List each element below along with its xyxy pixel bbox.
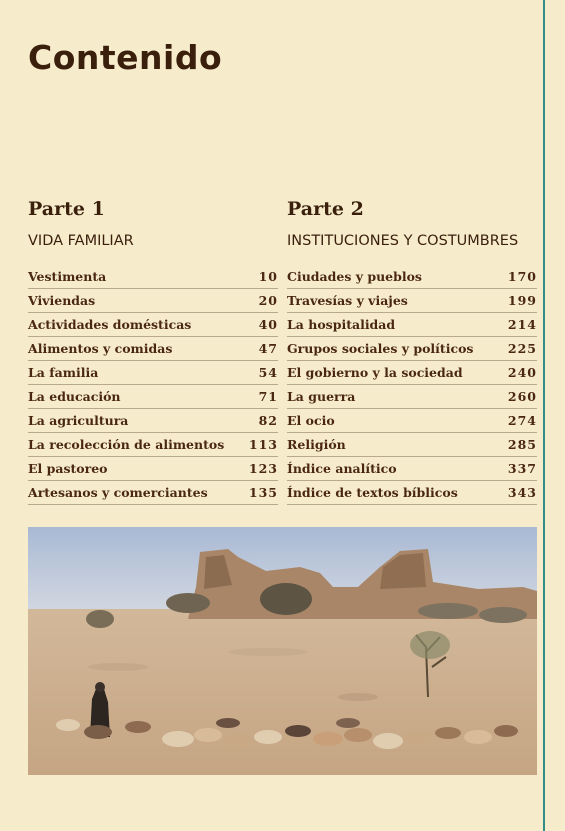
toc-entry-label: La guerra (287, 389, 356, 404)
part-1 (28, 195, 278, 500)
toc-entry-label: Travesías y viajes (287, 293, 408, 308)
toc-entry-page: 199 (507, 293, 537, 308)
toc-entry-page: 285 (507, 437, 537, 452)
toc-entry-page: 214 (507, 317, 537, 332)
toc-entry (28, 361, 278, 385)
toc-entry-label: Actividades domésticas (28, 317, 192, 332)
toc-entry-page: 54 (258, 365, 278, 380)
toc-entry (287, 361, 537, 385)
toc-entry-label: El ocio (287, 413, 335, 428)
toc-entry-label: Índice analítico (287, 461, 397, 476)
toc-entry-label: La hospitalidad (287, 317, 396, 332)
toc-entry-page: 343 (507, 485, 537, 500)
toc-entry-page: 40 (258, 317, 278, 332)
toc-entry (287, 337, 537, 361)
toc-entry-page: 123 (248, 461, 278, 476)
part-2 (287, 195, 537, 500)
toc-entry (287, 289, 537, 313)
toc-entry-label: Artesanos y comerciantes (28, 485, 208, 500)
part-2-subtitle: INSTITUCIONES Y COSTUMBRES (287, 233, 519, 249)
toc-entry-page: 82 (258, 413, 278, 428)
toc-entry (28, 433, 278, 457)
toc-entry (287, 409, 537, 433)
toc-entry-page: 20 (258, 293, 278, 308)
toc-entry-label: Alimentos y comidas (28, 341, 173, 356)
toc-entry-page: 240 (507, 365, 537, 380)
part-1-title: Parte 1 (28, 198, 105, 220)
toc-entry-label: La educación (28, 389, 121, 404)
toc-entry (28, 265, 278, 289)
toc-entry-page: 274 (507, 413, 537, 428)
toc-entry-label: El gobierno y la sociedad (287, 365, 463, 380)
toc-entry-label: La agricultura (28, 413, 129, 428)
part-2-toc (287, 265, 537, 505)
toc-entry-label: El pastoreo (28, 461, 108, 476)
part-1-subtitle: VIDA FAMILIAR (28, 233, 134, 249)
toc-entry (28, 481, 278, 505)
toc-entry (28, 337, 278, 361)
toc-entry (287, 457, 537, 481)
toc-entry (287, 265, 537, 289)
toc-entry-page: 113 (248, 437, 278, 452)
toc-entry (28, 385, 278, 409)
toc-entry (287, 433, 537, 457)
part-2-title: Parte 2 (287, 198, 364, 220)
toc-entry-page: 71 (258, 389, 278, 404)
toc-entry-page: 337 (507, 461, 537, 476)
toc-entry-page: 47 (258, 341, 278, 356)
toc-entry (287, 481, 537, 505)
toc-entry-label: Índice de textos bíblicos (287, 485, 458, 500)
toc-entry-page: 135 (248, 485, 278, 500)
toc-entry-page: 225 (507, 341, 537, 356)
toc-entry (28, 289, 278, 313)
toc-entry-label: Viviendas (28, 293, 96, 308)
page-title: Contenido (28, 38, 223, 77)
toc-entry-label: Ciudades y pueblos (287, 269, 422, 284)
page-edge-line (543, 0, 545, 831)
toc-entry (287, 385, 537, 409)
photo-illustration (28, 527, 537, 775)
toc-entry (287, 313, 537, 337)
toc-entry-page: 260 (507, 389, 537, 404)
desert-shepherd-photo (28, 527, 537, 775)
part-1-toc (28, 265, 278, 505)
toc-entry-label: Grupos sociales y políticos (287, 341, 474, 356)
toc-entry-label: Vestimenta (28, 269, 107, 284)
toc-entry-label: La recolección de alimentos (28, 437, 225, 452)
toc-entry-page: 10 (258, 269, 278, 284)
toc-entry-label: Religión (287, 437, 346, 452)
toc-entry (28, 313, 278, 337)
toc-entry (28, 457, 278, 481)
toc-entry-label: La familia (28, 365, 99, 380)
toc-entry (28, 409, 278, 433)
toc-entry-page: 170 (507, 269, 537, 284)
